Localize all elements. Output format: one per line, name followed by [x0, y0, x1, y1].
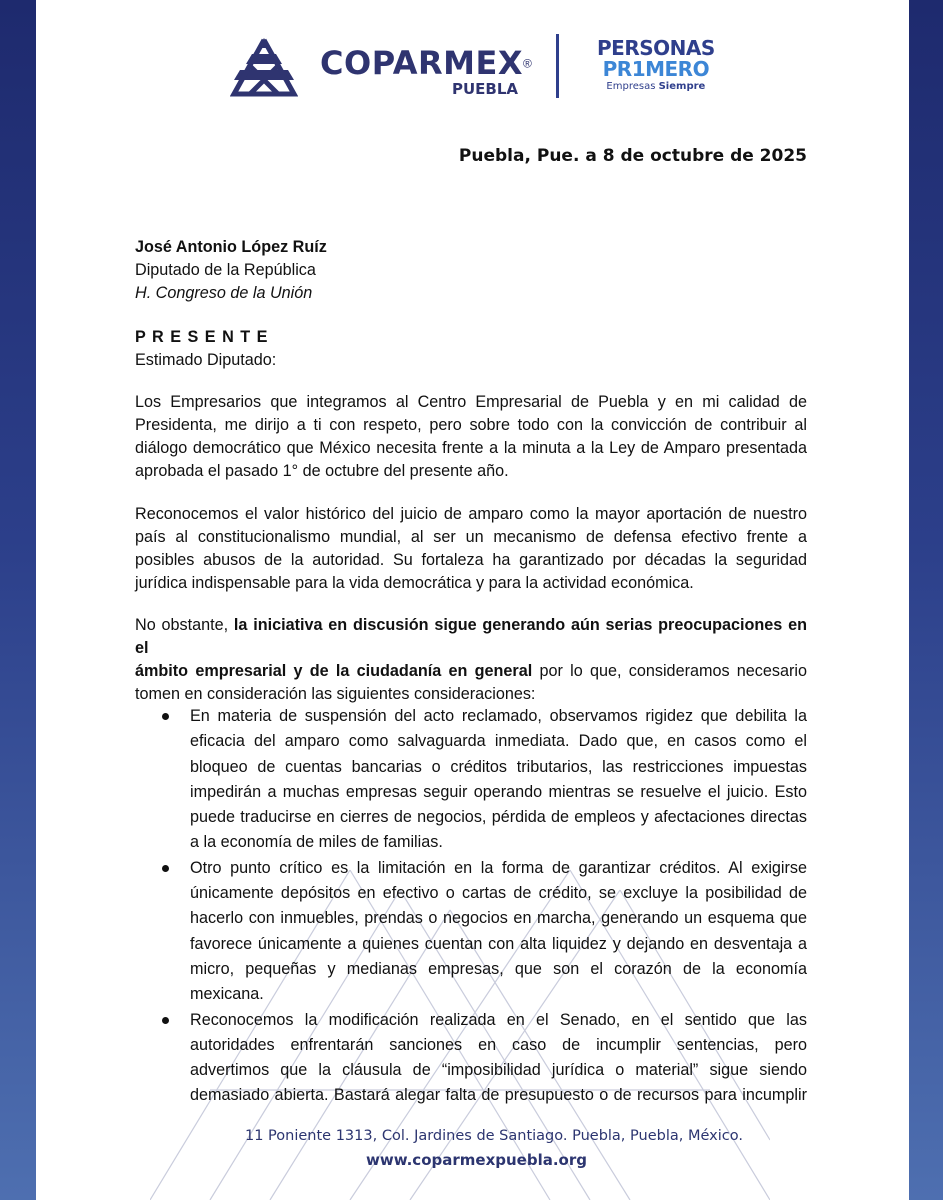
paragraph-3 [135, 614, 807, 706]
bullet-icon [162, 865, 169, 872]
paragraph-line: Los Empresarios que integramos al Centro Empresarial de Puebla y en mi calidad de [135, 393, 807, 411]
coparmex-logo-icon [230, 36, 298, 98]
brand-block [320, 44, 532, 98]
registered-mark: ® [522, 56, 532, 71]
left-decorative-bar [0, 0, 36, 1200]
paragraph-line: posibles abusos de la autoridad. Su fortaleza ha garantizado por décadas la seguridad [135, 551, 807, 569]
salutation-block [135, 326, 807, 372]
footer-address: 11 Poniente 1313, Col. Jardines de Santiago. Puebla, Puebla, México. [245, 1128, 743, 1144]
list-item: Otro punto crítico es la limitación en la forma de garantizar créditos. Al exigirse únicamente depósitos en efectivo o cartas de crédito, se excluye la posibilidad de hacerlo con inmuebles, prendas o negocios en marcha, generando un esquema que favorece únicamente a quienes cuentan con alta liquidez y dejando en desventaja a micro, pequeñas y medianas empresas, que son el corazón de la economía mexicana. [135, 856, 807, 1008]
recipient-name: José Antonio López Ruíz [135, 238, 327, 256]
paragraph-line: jurídica indispensable para la vida democrática y para la actividad económica. [135, 574, 694, 592]
list-item: En materia de suspensión del acto reclamado, observamos rigidez que debilita la eficacia del amparo como salvaguarda inmediata. Dado que, en casos como el bloqueo de cuentas bancarias o créditos tributarios, las restricciones impuestas impedirán a muchas empresas seguir operando mientras se resuelve el juicio. Esto puede traducirse en cierres de negocios, pérdida de empleos y afectaciones directas a la economía de miles de familias. [135, 704, 807, 856]
paragraph-line: Presidenta, me dirijo a ti con respeto, pero sobre todo con la convicción de contribuir al [135, 416, 807, 434]
paragraph-line: país al constitucionalismo mundial, al ser un mecanismo de defensa efectivo frente a [135, 528, 807, 546]
brand-subtitle: PUEBLA [452, 80, 519, 98]
campaign-line1: PERSONAS [597, 36, 715, 60]
paragraph-1 [135, 391, 807, 483]
right-decorative-bar [909, 0, 943, 1200]
recipient-title: Diputado de la República [135, 261, 316, 279]
campaign-logo [597, 38, 715, 94]
list-item: Reconocemos la modificación realizada en el Senado, en el sentido que las autoridades enfrentarán sanciones en caso de incumplir sentencias, pero advertimos que la cláusula de “imposibilidad jurídica o material” sigue siendo demasiado abierta. Bastará alegar falta de presupuesto o de recursos para incumplir [135, 1008, 807, 1109]
recipient-institution: H. Congreso de la Unión [135, 284, 313, 302]
paragraph-line: ámbito empresarial y de la ciudadanía en general por lo que, consideramos necesario [135, 662, 807, 680]
concerns-list [135, 704, 807, 1109]
letter-date: Puebla, Pue. a 8 de octubre de 2025 [458, 146, 807, 166]
bullet-icon [162, 713, 169, 720]
paragraph-line: No obstante, la iniciativa en discusión sigue generando aún serias preocupaciones en el [135, 616, 807, 657]
paragraph-line: aprobada el pasado 1° de octubre del presente año. [135, 462, 509, 480]
paragraph-line: diálogo democrático que México necesita frente a la minuta a la Ley de Amparo presentada [135, 439, 807, 457]
brand-name: COPARMEX [320, 44, 523, 82]
campaign-line3: Empresas Siempre [606, 81, 706, 92]
header-divider [556, 34, 559, 98]
campaign-line2: PR1MERO [602, 57, 710, 81]
presente-heading: P R E S E N T E [135, 328, 269, 346]
paragraph-line: tomen en consideración las siguientes consideraciones: [135, 685, 536, 703]
paragraph-2 [135, 503, 807, 595]
paragraph-line: Reconocemos el valor histórico del juicio de amparo como la mayor aportación de nuestro [135, 505, 807, 523]
salutation: Estimado Diputado: [135, 351, 277, 369]
recipient-block [135, 236, 807, 305]
bullet-icon [162, 1017, 169, 1024]
footer-website-link[interactable]: www.coparmexpuebla.org [366, 1151, 587, 1169]
